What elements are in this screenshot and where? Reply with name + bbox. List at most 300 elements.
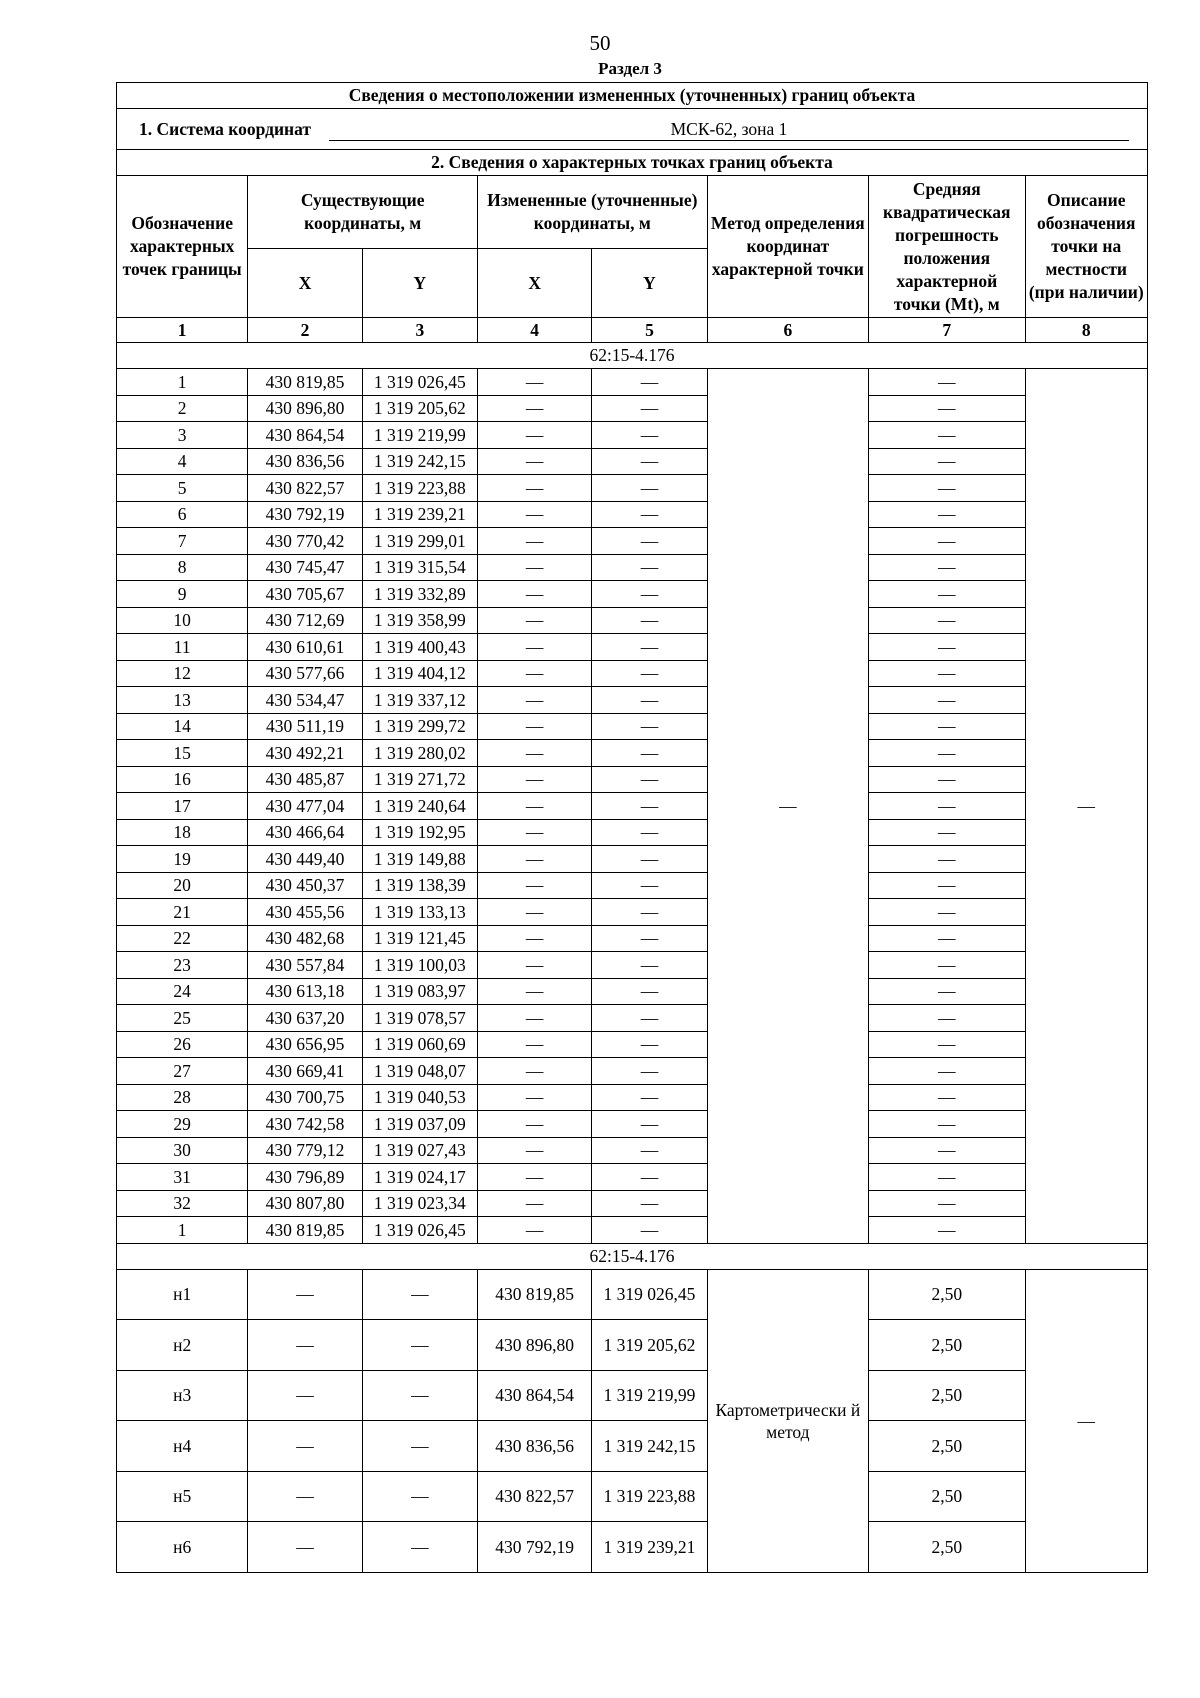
point-id: 1: [117, 1217, 248, 1244]
mt-error: 2,50: [869, 1370, 1025, 1421]
table-row: [117, 846, 1148, 873]
changed-y: —: [592, 899, 707, 926]
changed-y: —: [592, 1190, 707, 1217]
existing-x: —: [248, 1370, 362, 1421]
table-row: [117, 713, 1148, 740]
changed-x: —: [477, 978, 591, 1005]
mt-error: —: [869, 1005, 1025, 1032]
changed-y: 1 319 219,99: [592, 1370, 707, 1421]
mt-error: —: [869, 1111, 1025, 1138]
page-number: 50: [589, 31, 611, 55]
header-x-changed: X: [477, 249, 591, 318]
header-number-6: 6: [707, 318, 868, 343]
point-id: 17: [117, 793, 248, 820]
header-number-3: 3: [362, 318, 477, 343]
existing-x: 430 742,58: [248, 1111, 362, 1138]
mt-error: —: [869, 660, 1025, 687]
point-id: 14: [117, 713, 248, 740]
point-id: 23: [117, 952, 248, 979]
point-id: 2: [117, 395, 248, 422]
changed-x: —: [477, 634, 591, 661]
existing-y: 1 319 315,54: [362, 554, 477, 581]
changed-x: —: [477, 740, 591, 767]
mt-error: —: [869, 395, 1025, 422]
table-row: [117, 1137, 1148, 1164]
point-id: 9: [117, 581, 248, 608]
existing-x: 430 836,56: [248, 448, 362, 475]
changed-x: —: [477, 395, 591, 422]
changed-y: —: [592, 422, 707, 449]
existing-x: 430 656,95: [248, 1031, 362, 1058]
mt-error: —: [869, 846, 1025, 873]
table-row: [117, 978, 1148, 1005]
changed-y: —: [592, 925, 707, 952]
existing-x: 430 477,04: [248, 793, 362, 820]
existing-x: —: [248, 1471, 362, 1522]
existing-x: 430 712,69: [248, 607, 362, 634]
mt-error: —: [869, 1031, 1025, 1058]
mt-error: —: [869, 687, 1025, 714]
description-cell: —: [1025, 369, 1148, 1244]
point-id: 4: [117, 448, 248, 475]
point-id: 7: [117, 528, 248, 555]
existing-y: 1 319 239,21: [362, 501, 477, 528]
table-row: [117, 1164, 1148, 1191]
existing-y: —: [362, 1421, 477, 1472]
existing-x: 430 482,68: [248, 925, 362, 952]
point-id: 27: [117, 1058, 248, 1085]
existing-y: 1 319 027,43: [362, 1137, 477, 1164]
changed-y: 1 319 026,45: [592, 1269, 707, 1320]
mt-error: —: [869, 1058, 1025, 1085]
existing-y: 1 319 121,45: [362, 925, 477, 952]
table-row: [117, 1522, 1148, 1573]
header-number-2: 2: [248, 318, 362, 343]
changed-x: —: [477, 369, 591, 396]
existing-x: 430 896,80: [248, 395, 362, 422]
existing-y: 1 319 048,07: [362, 1058, 477, 1085]
table-row: [117, 607, 1148, 634]
changed-x: —: [477, 793, 591, 820]
changed-x: —: [477, 1217, 591, 1244]
point-id: н2: [117, 1320, 248, 1371]
existing-y: 1 319 242,15: [362, 448, 477, 475]
existing-x: 430 466,64: [248, 819, 362, 846]
header-x-existing: X: [248, 249, 362, 318]
changed-y: —: [592, 819, 707, 846]
header-method: Метод определения координат характерной точки: [707, 176, 868, 318]
parcel-number: 62:15-4.176: [117, 1243, 1148, 1269]
table-row: [117, 925, 1148, 952]
mt-error: —: [869, 1137, 1025, 1164]
table-row: [117, 395, 1148, 422]
point-id: 32: [117, 1190, 248, 1217]
existing-y: —: [362, 1522, 477, 1573]
mt-error: —: [869, 1190, 1025, 1217]
existing-y: 1 319 223,88: [362, 475, 477, 502]
table-row: [117, 448, 1148, 475]
mt-error: —: [869, 740, 1025, 767]
mt-error: —: [869, 448, 1025, 475]
changed-y: —: [592, 1111, 707, 1138]
mt-error: —: [869, 713, 1025, 740]
header-changed-coords: Измененные (уточненные) координаты, м: [477, 176, 707, 249]
existing-y: —: [362, 1320, 477, 1371]
changed-x: —: [477, 687, 591, 714]
existing-y: 1 319 332,89: [362, 581, 477, 608]
parcel-row: [117, 1243, 1148, 1269]
existing-x: 430 557,84: [248, 952, 362, 979]
changed-x: —: [477, 766, 591, 793]
changed-y: —: [592, 740, 707, 767]
changed-x: 430 819,85: [477, 1269, 591, 1320]
existing-y: 1 319 037,09: [362, 1111, 477, 1138]
point-id: 25: [117, 1005, 248, 1032]
existing-y: 1 319 299,72: [362, 713, 477, 740]
mt-error: —: [869, 899, 1025, 926]
table-row: [117, 687, 1148, 714]
existing-x: 430 770,42: [248, 528, 362, 555]
point-id: 8: [117, 554, 248, 581]
existing-x: 430 449,40: [248, 846, 362, 873]
mt-error: —: [869, 978, 1025, 1005]
table-row: [117, 1421, 1148, 1472]
changed-x: 430 896,80: [477, 1320, 591, 1371]
mt-error: —: [869, 766, 1025, 793]
mt-error: —: [869, 369, 1025, 396]
header-number-1: 1: [117, 318, 248, 343]
changed-y: —: [592, 1164, 707, 1191]
mt-error: 2,50: [869, 1421, 1025, 1472]
changed-x: —: [477, 1005, 591, 1032]
point-id: 28: [117, 1084, 248, 1111]
existing-y: 1 319 358,99: [362, 607, 477, 634]
description-cell: —: [1025, 1269, 1148, 1572]
changed-x: 430 822,57: [477, 1471, 591, 1522]
table-row: [117, 1190, 1148, 1217]
changed-y: —: [592, 660, 707, 687]
point-id: 19: [117, 846, 248, 873]
mt-error: —: [869, 1084, 1025, 1111]
changed-x: 430 792,19: [477, 1522, 591, 1573]
header-number-7: 7: [869, 318, 1025, 343]
changed-x: —: [477, 1190, 591, 1217]
changed-y: —: [592, 713, 707, 740]
point-id: 30: [117, 1137, 248, 1164]
existing-x: 430 455,56: [248, 899, 362, 926]
header-mt-error: Средняя квадратическая погрешность положения характерной точки (Mt), м: [869, 176, 1025, 318]
changed-y: —: [592, 501, 707, 528]
changed-y: —: [592, 1217, 707, 1244]
point-id: 21: [117, 899, 248, 926]
table-row: [117, 422, 1148, 449]
coord-system-label: 1. Система координат: [138, 118, 312, 139]
existing-y: —: [362, 1471, 477, 1522]
existing-x: 430 613,18: [248, 978, 362, 1005]
changed-x: —: [477, 422, 591, 449]
table-row: [117, 501, 1148, 528]
changed-y: —: [592, 581, 707, 608]
existing-x: 430 792,19: [248, 501, 362, 528]
changed-x: —: [477, 475, 591, 502]
existing-y: 1 319 404,12: [362, 660, 477, 687]
mt-error: —: [869, 475, 1025, 502]
table-row: [117, 899, 1148, 926]
existing-x: 430 577,66: [248, 660, 362, 687]
point-id: 13: [117, 687, 248, 714]
table-row: [117, 1320, 1148, 1371]
mt-error: 2,50: [869, 1471, 1025, 1522]
point-id: 1: [117, 369, 248, 396]
mt-error: —: [869, 581, 1025, 608]
existing-y: —: [362, 1370, 477, 1421]
point-id: 16: [117, 766, 248, 793]
changed-x: —: [477, 581, 591, 608]
existing-y: 1 319 219,99: [362, 422, 477, 449]
points-subtitle: 2. Сведения о характерных точках границ объекта: [117, 150, 1148, 176]
existing-x: 430 492,21: [248, 740, 362, 767]
existing-x: 430 485,87: [248, 766, 362, 793]
existing-y: 1 319 192,95: [362, 819, 477, 846]
table-row: [117, 793, 1148, 820]
mt-error: —: [869, 607, 1025, 634]
table-row: [117, 872, 1148, 899]
mt-error: —: [869, 528, 1025, 555]
existing-y: 1 319 026,45: [362, 369, 477, 396]
changed-x: —: [477, 952, 591, 979]
mt-error: —: [869, 925, 1025, 952]
changed-x: —: [477, 1137, 591, 1164]
table-row: [117, 1111, 1148, 1138]
changed-y: —: [592, 1137, 707, 1164]
existing-y: 1 319 026,45: [362, 1217, 477, 1244]
changed-y: —: [592, 475, 707, 502]
existing-y: 1 319 337,12: [362, 687, 477, 714]
changed-x: —: [477, 925, 591, 952]
parcel-row: [117, 343, 1148, 369]
point-id: 3: [117, 422, 248, 449]
changed-y: —: [592, 766, 707, 793]
changed-y: —: [592, 687, 707, 714]
mt-error: 2,50: [869, 1269, 1025, 1320]
changed-y: —: [592, 448, 707, 475]
coord-system-row: [117, 109, 1148, 150]
changed-x: —: [477, 1111, 591, 1138]
point-id: н6: [117, 1522, 248, 1573]
table-row: [117, 952, 1148, 979]
mt-error: —: [869, 554, 1025, 581]
changed-y: —: [592, 528, 707, 555]
header-number-8: 8: [1025, 318, 1148, 343]
table-row: [117, 1269, 1148, 1320]
table-row: [117, 766, 1148, 793]
point-id: н3: [117, 1370, 248, 1421]
table-row: [117, 1031, 1148, 1058]
existing-y: 1 319 060,69: [362, 1031, 477, 1058]
table-row: [117, 1217, 1148, 1244]
changed-x: —: [477, 607, 591, 634]
changed-x: —: [477, 846, 591, 873]
point-id: 31: [117, 1164, 248, 1191]
existing-y: 1 319 133,13: [362, 899, 477, 926]
existing-y: 1 319 240,64: [362, 793, 477, 820]
existing-y: 1 319 271,72: [362, 766, 477, 793]
mt-error: —: [869, 501, 1025, 528]
mt-error: 2,50: [869, 1320, 1025, 1371]
changed-y: —: [592, 395, 707, 422]
point-id: 20: [117, 872, 248, 899]
point-id: 29: [117, 1111, 248, 1138]
existing-y: 1 319 100,03: [362, 952, 477, 979]
coord-system-value: МСК-62, зона 1: [329, 118, 1129, 141]
mt-error: —: [869, 952, 1025, 979]
existing-x: 430 779,12: [248, 1137, 362, 1164]
changed-x: —: [477, 899, 591, 926]
point-id: 10: [117, 607, 248, 634]
table-row: [117, 819, 1148, 846]
existing-x: 430 819,85: [248, 1217, 362, 1244]
changed-x: —: [477, 1058, 591, 1085]
changed-y: —: [592, 793, 707, 820]
mt-error: —: [869, 819, 1025, 846]
table-row: [117, 1005, 1148, 1032]
changed-y: —: [592, 1058, 707, 1085]
point-id: н4: [117, 1421, 248, 1472]
changed-y: —: [592, 846, 707, 873]
existing-x: 430 807,80: [248, 1190, 362, 1217]
changed-y: 1 319 223,88: [592, 1471, 707, 1522]
table-row: [117, 581, 1148, 608]
point-id: 12: [117, 660, 248, 687]
table-row: [117, 475, 1148, 502]
parcel-number: 62:15-4.176: [117, 343, 1148, 369]
existing-y: 1 319 078,57: [362, 1005, 477, 1032]
header-number-4: 4: [477, 318, 591, 343]
existing-y: 1 319 040,53: [362, 1084, 477, 1111]
existing-x: 430 864,54: [248, 422, 362, 449]
changed-x: —: [477, 660, 591, 687]
changed-y: —: [592, 1005, 707, 1032]
changed-x: 430 864,54: [477, 1370, 591, 1421]
existing-x: —: [248, 1421, 362, 1472]
existing-x: 430 700,75: [248, 1084, 362, 1111]
point-id: 18: [117, 819, 248, 846]
table-row: [117, 1471, 1148, 1522]
section-title: Раздел 3: [598, 59, 662, 78]
point-id: 11: [117, 634, 248, 661]
boundary-points-table: [116, 82, 1148, 1573]
mt-error: —: [869, 422, 1025, 449]
existing-x: 430 796,89: [248, 1164, 362, 1191]
changed-y: —: [592, 554, 707, 581]
existing-y: 1 319 149,88: [362, 846, 477, 873]
mt-error: —: [869, 634, 1025, 661]
existing-y: 1 319 205,62: [362, 395, 477, 422]
changed-y: —: [592, 1031, 707, 1058]
point-id: н1: [117, 1269, 248, 1320]
changed-x: —: [477, 713, 591, 740]
header-number-5: 5: [592, 318, 707, 343]
header-existing-coords: Существующие координаты, м: [248, 176, 478, 249]
existing-x: 430 511,19: [248, 713, 362, 740]
existing-x: 430 745,47: [248, 554, 362, 581]
mt-error: —: [869, 793, 1025, 820]
existing-x: 430 534,47: [248, 687, 362, 714]
changed-y: —: [592, 978, 707, 1005]
changed-x: —: [477, 554, 591, 581]
table-row: [117, 740, 1148, 767]
changed-y: 1 319 239,21: [592, 1522, 707, 1573]
changed-y: —: [592, 1084, 707, 1111]
mt-error: —: [869, 1217, 1025, 1244]
changed-y: —: [592, 634, 707, 661]
changed-y: 1 319 205,62: [592, 1320, 707, 1371]
changed-x: —: [477, 501, 591, 528]
header-description: Описание обозначения точки на местности (при наличии): [1025, 176, 1148, 318]
existing-y: 1 319 023,34: [362, 1190, 477, 1217]
point-id: 26: [117, 1031, 248, 1058]
changed-y: —: [592, 607, 707, 634]
changed-x: —: [477, 528, 591, 555]
table-row: [117, 660, 1148, 687]
table-row: [117, 369, 1148, 396]
existing-y: 1 319 024,17: [362, 1164, 477, 1191]
existing-x: 430 705,67: [248, 581, 362, 608]
table-row: [117, 1058, 1148, 1085]
table-title: Сведения о местоположении измененных (уточненных) границ объекта: [117, 83, 1148, 109]
existing-x: 430 637,20: [248, 1005, 362, 1032]
existing-x: —: [248, 1269, 362, 1320]
mt-error: 2,50: [869, 1522, 1025, 1573]
changed-x: —: [477, 448, 591, 475]
changed-y: —: [592, 872, 707, 899]
header-point-designation: Обозначение характерных точек границы: [117, 176, 248, 318]
changed-y: 1 319 242,15: [592, 1421, 707, 1472]
point-id: 15: [117, 740, 248, 767]
existing-y: 1 319 083,97: [362, 978, 477, 1005]
changed-x: 430 836,56: [477, 1421, 591, 1472]
changed-x: —: [477, 1084, 591, 1111]
point-id: н5: [117, 1471, 248, 1522]
existing-y: —: [362, 1269, 477, 1320]
existing-x: —: [248, 1320, 362, 1371]
method-cell: Картометрически й метод: [707, 1269, 868, 1572]
method-cell: —: [707, 369, 868, 1244]
changed-y: —: [592, 952, 707, 979]
header-y-existing: Y: [362, 249, 477, 318]
mt-error: —: [869, 872, 1025, 899]
mt-error: —: [869, 1164, 1025, 1191]
existing-x: 430 822,57: [248, 475, 362, 502]
point-id: 22: [117, 925, 248, 952]
changed-y: —: [592, 369, 707, 396]
changed-x: —: [477, 872, 591, 899]
table-row: [117, 1084, 1148, 1111]
existing-x: 430 450,37: [248, 872, 362, 899]
changed-x: —: [477, 1164, 591, 1191]
existing-x: —: [248, 1522, 362, 1573]
existing-y: 1 319 280,02: [362, 740, 477, 767]
existing-x: 430 669,41: [248, 1058, 362, 1085]
existing-y: 1 319 400,43: [362, 634, 477, 661]
point-id: 24: [117, 978, 248, 1005]
point-id: 5: [117, 475, 248, 502]
table-row: [117, 634, 1148, 661]
table-row: [117, 554, 1148, 581]
existing-x: 430 819,85: [248, 369, 362, 396]
table-row: [117, 1370, 1148, 1421]
point-id: 6: [117, 501, 248, 528]
